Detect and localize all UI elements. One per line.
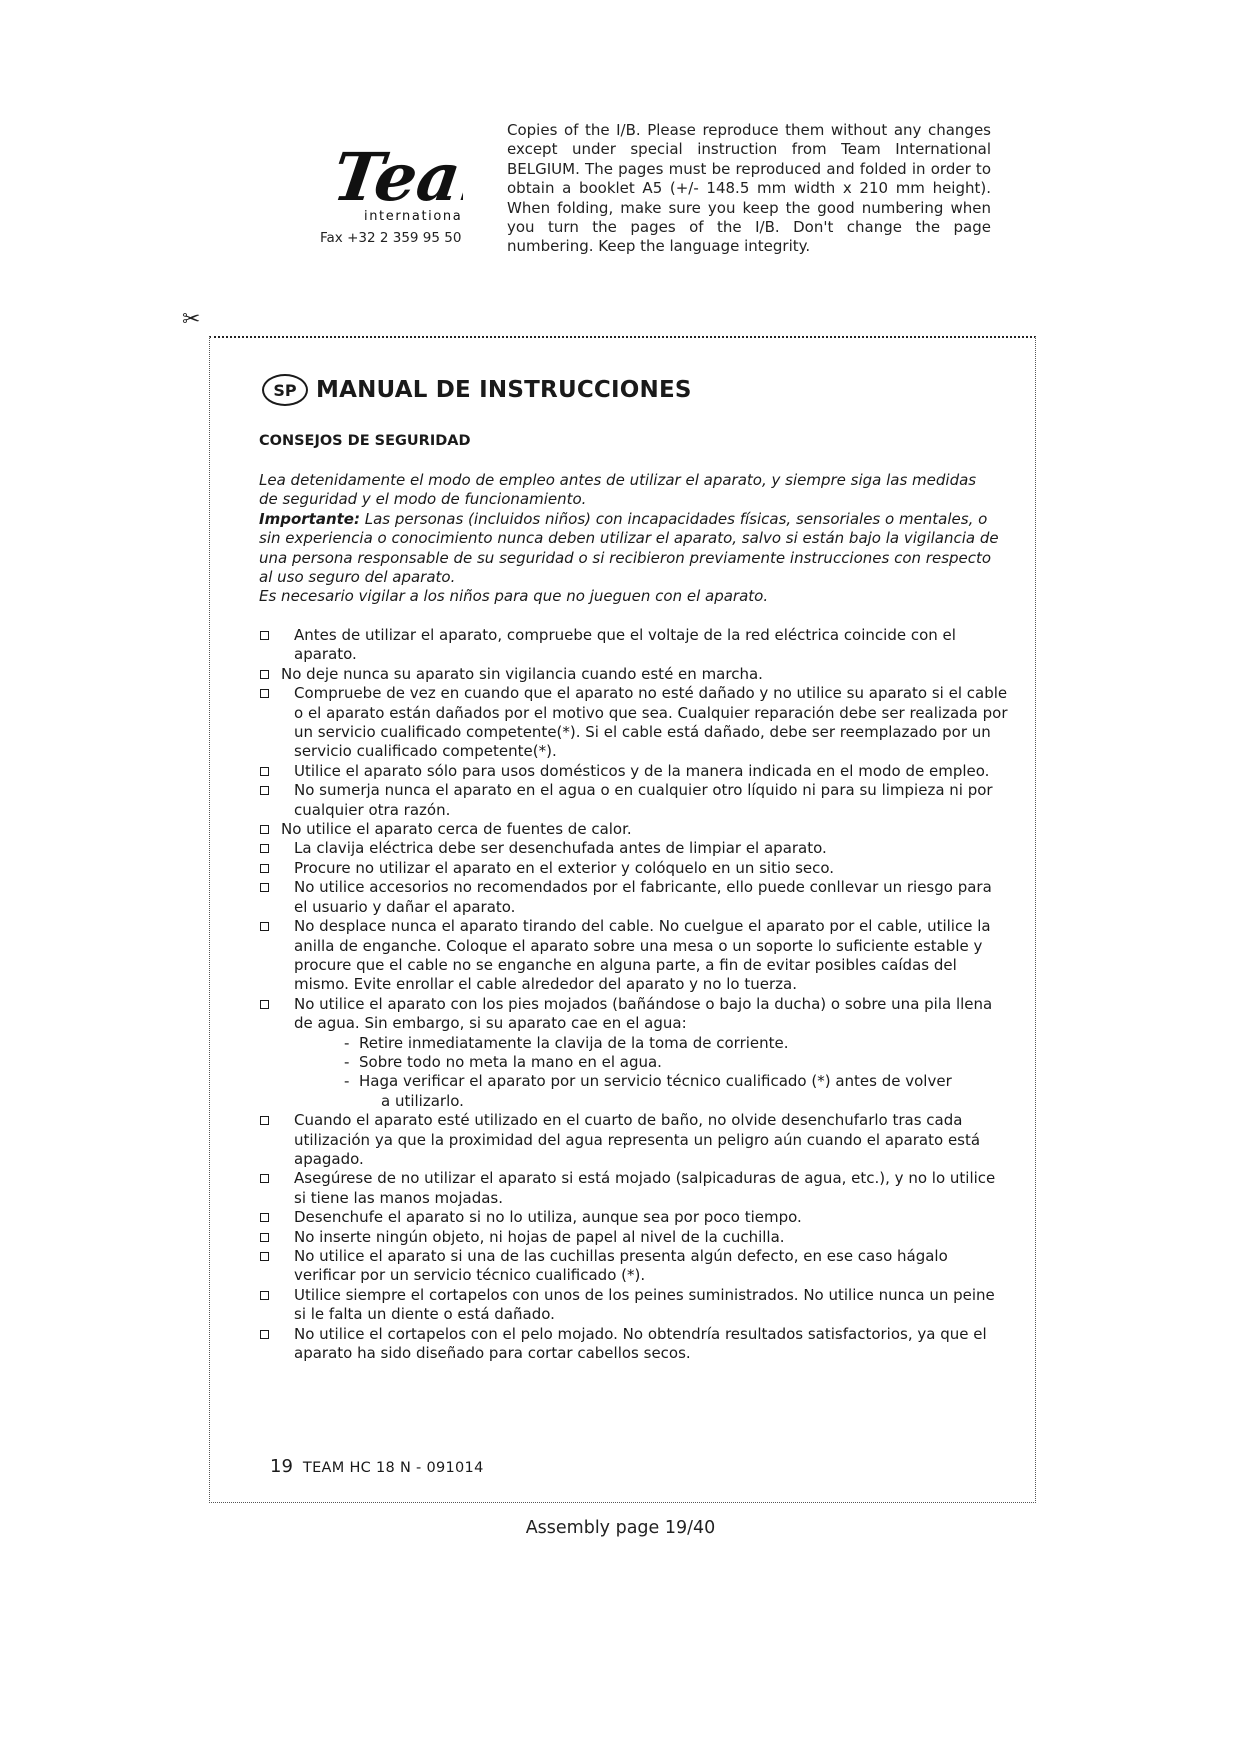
list-item: Utilice el aparato sólo para usos domésticos y de la manera indicada en el modo de empleo. xyxy=(259,762,1009,781)
sub-list-item: - Haga verificar el aparato por un servicio técnico cualificado (*) antes de volver xyxy=(344,1072,952,1091)
list-item: Desenchufe el aparato si no lo utiliza, aunque sea por poco tiempo. xyxy=(259,1208,1009,1227)
checkbox-icon xyxy=(260,844,269,853)
list-item: No sumerja nunca el aparato en el agua o en cualquier otro líquido ni para su limpieza ni por cualquier otra razón. xyxy=(259,781,1009,820)
sub-list-item: - Retire inmediatamente la clavija de la toma de corriente. xyxy=(344,1033,789,1052)
checkbox-icon xyxy=(260,1330,269,1339)
list-item: La clavija eléctrica debe ser desenchufada antes de limpiar el aparato. xyxy=(259,839,1009,858)
logo-subtext: international xyxy=(364,209,463,224)
list-item: No utilice el aparato con los pies mojados (bañándose o bajo la ducha) o sobre una pila llena de agua. Sin embargo, si su aparato cae en el agua: - Retire inmediatamente la clavija de la toma de corriente. - Sobre todo no meta la mano en el agua. - Haga verificar el aparato por un servicio técnico cualificado (*) antes de volver a utilizarlo. xyxy=(259,995,1009,1111)
list-item: Antes de utilizar el aparato, compruebe que el voltaje de la red eléctrica coincide con el aparato. xyxy=(259,626,1009,665)
list-item: No desplace nunca el aparato tirando del cable. No cuelgue el aparato por el cable, utilice la anilla de enganche. Coloque el aparato sobre una mesa o un soporte lo suficiente estable y procure que el cable no se enganche en alguna parte, a fin de evitar posibles caídas del mismo. Evite enrollar el cable alrededor del aparato y no lo tuerza. xyxy=(259,917,1009,995)
checkbox-icon xyxy=(260,922,269,931)
reproduction-note: Copies of the I/B. Please reproduce them without any changes except under special instruction from Team International BELGIUM. The pages must be reproduced and folded in order to obtain a booklet A5 (+/- 148.5 mm width x 210 mm height). When folding, make sure you keep the good numbering when you turn the pages of the I/B. Don't change the page numbering. Keep the language integrity. xyxy=(507,121,991,256)
list-item: No deje nunca su aparato sin vigilancia cuando esté en marcha. xyxy=(259,665,1009,684)
checkbox-icon xyxy=(260,767,269,776)
section-title: CONSEJOS DE SEGURIDAD xyxy=(259,433,471,449)
checkbox-icon xyxy=(260,825,269,834)
children-note: Es necesario vigilar a los niños para que no jueguen con el aparato. xyxy=(259,587,769,606)
list-item: No utilice el aparato si una de las cuchillas presenta algún defecto, en ese caso hágalo verificar por un servicio técnico cualificado (*). xyxy=(259,1247,1009,1286)
checkbox-icon xyxy=(260,631,269,640)
sub-list-item: - Sobre todo no meta la mano en el agua. xyxy=(344,1052,662,1071)
intro-line: Lea detenidamente el modo de empleo antes de utilizar el aparato, y siempre siga las medidas de seguridad y el modo de funcionamiento. xyxy=(259,471,977,509)
list-item: No utilice el cortapelos con el pelo mojado. No obtendría resultados satisfactorios, ya que el aparato ha sido diseñado para cortar cabellos secos. xyxy=(259,1325,1009,1364)
checkbox-icon xyxy=(260,689,269,698)
intro-paragraph xyxy=(259,471,999,607)
list-item: Cuando el aparato esté utilizado en el cuarto de baño, no olvide desenchufarlo tras cada utilización ya que la proximidad del agua representa un peligro aún cuando el aparato está apagado. xyxy=(259,1111,1009,1169)
assembly-page-label: Assembly page 19/40 xyxy=(525,1518,716,1538)
manual-heading xyxy=(262,374,692,406)
list-item: No utilice accesorios no recomendados por el fabricante, ello puede conllevar un riesgo para el usuario y dañar el aparato. xyxy=(259,878,1009,917)
list-item: No inserte ningún objeto, ni hojas de papel al nivel de la cuchilla. xyxy=(259,1228,1009,1247)
important-text: Las personas (incluidos niños) con incapacidades físicas, sensoriales o mentales, o sin experiencia o conocimiento nunca deben utilizar el aparato, salvo si están bajo la vigilancia de una persona responsable de su seguridad o si recibieron previamente instrucciones con respecto al uso seguro del aparato. xyxy=(259,509,999,587)
checkbox-icon xyxy=(260,786,269,795)
checkbox-icon xyxy=(260,1116,269,1125)
page-number: 19 xyxy=(270,1456,293,1477)
checkbox-icon xyxy=(260,1000,269,1009)
language-badge: SP xyxy=(262,374,308,406)
checkbox-icon xyxy=(260,1233,269,1242)
sub-list xyxy=(294,1034,1009,1112)
checkbox-icon xyxy=(260,1174,269,1183)
list-item: No utilice el aparato cerca de fuentes de calor. xyxy=(259,820,1009,839)
sub-list-continuation: a utilizarlo. xyxy=(381,1091,464,1110)
logo-wordmark: Team xyxy=(328,138,463,216)
list-item: Asegúrese de no utilizar el aparato si está mojado (salpicaduras de agua, etc.), y no lo utilice si tiene las manos mojadas. xyxy=(259,1169,1009,1208)
important-label: Importante: xyxy=(259,509,360,528)
list-item: Procure no utilizar el aparato en el exterior y colóquelo en un sitio seco. xyxy=(259,859,1009,878)
checkbox-icon xyxy=(260,883,269,892)
scissors-icon: ✂ xyxy=(182,307,201,332)
model-reference: TEAM HC 18 N - 091014 xyxy=(302,1460,484,1476)
page-footer xyxy=(270,1456,484,1477)
manual-title: MANUAL DE INSTRUCCIONES xyxy=(316,377,692,403)
checkbox-icon xyxy=(260,1291,269,1300)
important-note xyxy=(259,510,999,588)
list-item: Compruebe de vez en cuando que el aparato no esté dañado y no utilice su aparato si el cable o el aparato están dañados por el motivo que sea. Cualquier reparación debe ser realizada por un servicio cualificado competente(*). Si el cable está dañado, debe ser reemplazado por un servicio cualificado competente(*). xyxy=(259,684,1009,762)
team-international-logo xyxy=(328,118,463,226)
checkbox-icon xyxy=(260,1213,269,1222)
checkbox-icon xyxy=(260,1252,269,1261)
fax-number: Fax +32 2 359 95 50 xyxy=(320,230,462,246)
list-item: Utilice siempre el cortapelos con unos de los peines suministrados. No utilice nunca un peine si le falta un diente o está dañado. xyxy=(259,1286,1009,1325)
checkbox-icon xyxy=(260,864,269,873)
checkbox-icon xyxy=(260,670,269,679)
safety-list xyxy=(259,626,1009,1363)
